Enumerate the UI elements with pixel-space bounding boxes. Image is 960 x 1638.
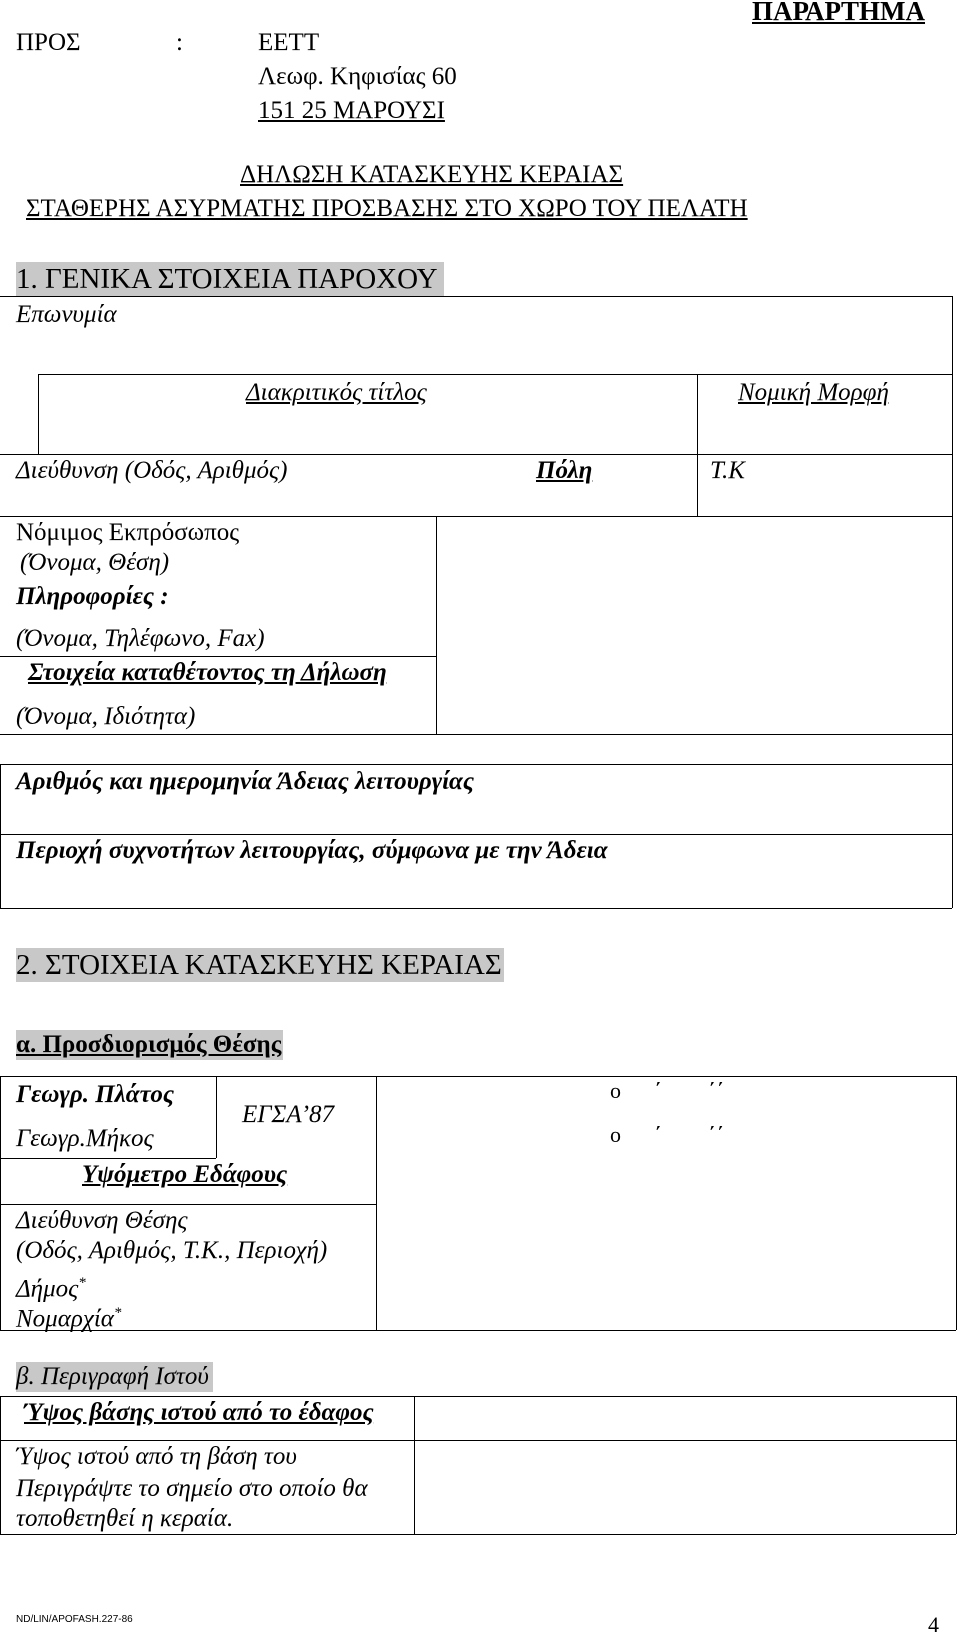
grid-line	[414, 1396, 415, 1534]
grid-line	[952, 764, 953, 908]
footer-reference: ND/LIN/APOFASH.227-86	[16, 1614, 133, 1625]
grid-line	[0, 454, 952, 455]
altitude-label: Υψόμετρο Εδάφους	[82, 1161, 288, 1188]
postal-code-label: Τ.Κ	[710, 457, 745, 484]
recipient-address-line2: 151 25 ΜΑΡΟΥΣΙ	[258, 97, 445, 124]
grid-line	[38, 374, 952, 375]
municipality-label: Δήμος*	[16, 1275, 86, 1303]
grid-line	[956, 1076, 957, 1330]
provider-name-label: Επωνυμία	[16, 301, 117, 328]
section2-heading: 2. ΣΤΟΙΧΕΙΑ ΚΑΤΑΣΚΕΥΗΣ ΚΕΡΑΙΑΣ	[16, 949, 502, 981]
to-label: ΠΡΟΣ	[16, 29, 81, 56]
info-label: Πληροφορίες :	[16, 583, 169, 610]
grid-line	[0, 1440, 956, 1441]
distinctive-title-label: Διακριτικός τίτλος	[246, 379, 427, 406]
grid-line	[0, 516, 952, 517]
section1-heading: 1. ΓΕΝΙΚΑ ΣΤΟΙΧΕΙΑ ΠΑΡΟΧΟΥ	[16, 262, 444, 296]
document-title-line1: ΔΗΛΩΣΗ ΚΑΤΑΣΚΕΥΗΣ ΚΕΡΑΙΑΣ	[240, 161, 624, 188]
grid-line	[0, 1158, 216, 1159]
longitude-second-symbol: ΄΄	[708, 1123, 725, 1150]
prefecture-asterisk: *	[113, 1305, 122, 1321]
city-label: Πόλη	[536, 457, 593, 484]
longitude-label: Γεωγρ.Μήκος	[16, 1125, 154, 1152]
grid-line	[0, 764, 1, 908]
grid-line	[956, 1396, 957, 1534]
license-label: Αριθμός και ημερομηνία Άδειας λειτουργίας	[16, 768, 475, 795]
antenna-position-description: Περιγράψτε το σημείο στο οποίο θα	[16, 1475, 368, 1502]
grid-line	[38, 374, 39, 454]
legal-rep-label: Νόμιμος Εκπρόσωπος	[16, 519, 240, 546]
declarant-detail: (Όνομα, Ιδιότητα)	[16, 703, 196, 730]
longitude-degree-symbol: ο	[610, 1122, 621, 1147]
grid-line	[0, 834, 952, 835]
grid-line	[0, 908, 952, 909]
subsection-a-heading: α. Προσδιορισμός Θέσης	[16, 1031, 282, 1058]
latitude-degree-symbol: ο	[610, 1078, 621, 1103]
legal-rep-detail: (Όνομα, Θέση)	[20, 549, 170, 576]
grid-line	[0, 296, 952, 297]
frequency-range-label: Περιοχή συχνοτήτων λειτουργίας, σύμφωνα με την Άδεια	[16, 837, 608, 864]
grid-line	[436, 516, 437, 734]
recipient: ΕΕΤΤ	[258, 29, 320, 56]
recipient-address-line1: Λεωφ. Κηφισίας 60	[258, 63, 457, 90]
grid-line	[0, 1330, 956, 1331]
latitude-minute-symbol: ΄	[654, 1079, 663, 1106]
latitude-second-symbol: ΄΄	[708, 1079, 725, 1106]
grid-line	[0, 764, 952, 765]
grid-line	[376, 1076, 377, 1330]
datum-label: ΕΓΣΑ’87	[242, 1101, 335, 1128]
grid-line	[0, 1396, 956, 1397]
grid-line	[216, 1076, 217, 1158]
grid-line	[0, 656, 436, 657]
document-title-line2: ΣΤΑΘΕΡΗΣ ΑΣΥΡΜΑΤΗΣ ΠΡΟΣΒΑΣΗΣ ΣΤΟ ΧΩΡΟ ΤΟΥ ΠΕΛΑΤΗ	[26, 195, 748, 222]
address-label: Διεύθυνση (Οδός, Αριθμός)	[16, 457, 288, 484]
annex-label: ΠΑΡΑΡΤΗΜΑ	[752, 0, 926, 26]
latitude-label: Γεωγρ. Πλάτος	[16, 1081, 174, 1108]
grid-line	[0, 1076, 956, 1077]
grid-line	[952, 296, 953, 764]
subsection-b-heading: β. Περιγραφή Ιστού	[16, 1362, 213, 1392]
longitude-minute-symbol: ΄	[654, 1123, 663, 1150]
grid-line	[0, 734, 952, 735]
antenna-position-description-line2: τοποθετηθεί η κεραία.	[16, 1505, 234, 1532]
prefecture-label: Νομαρχία*	[16, 1305, 122, 1333]
legal-form-label: Νομική Μορφή	[738, 379, 889, 406]
site-address-detail: (Οδός, Αριθμός, Τ.Κ., Περιοχή)	[16, 1237, 328, 1264]
declarant-label: Στοιχεία καταθέτοντος τη Δήλωση	[28, 659, 387, 686]
grid-line	[0, 1396, 1, 1534]
municipality-asterisk: *	[78, 1275, 86, 1291]
mast-height-label: Ύψος ιστού από τη βάση του	[16, 1443, 297, 1470]
grid-line	[0, 1534, 956, 1535]
page-number: 4	[928, 1612, 939, 1637]
grid-line	[0, 1076, 1, 1330]
grid-line	[0, 1204, 376, 1205]
mast-base-height-label: Ύψος βάσης ιστού από το έδαφος	[24, 1399, 374, 1426]
to-colon: :	[176, 29, 183, 56]
site-address-label: Διεύθυνση Θέσης	[16, 1207, 188, 1234]
info-detail: (Όνομα, Τηλέφωνο, Fax)	[16, 625, 265, 652]
grid-line	[697, 374, 698, 516]
